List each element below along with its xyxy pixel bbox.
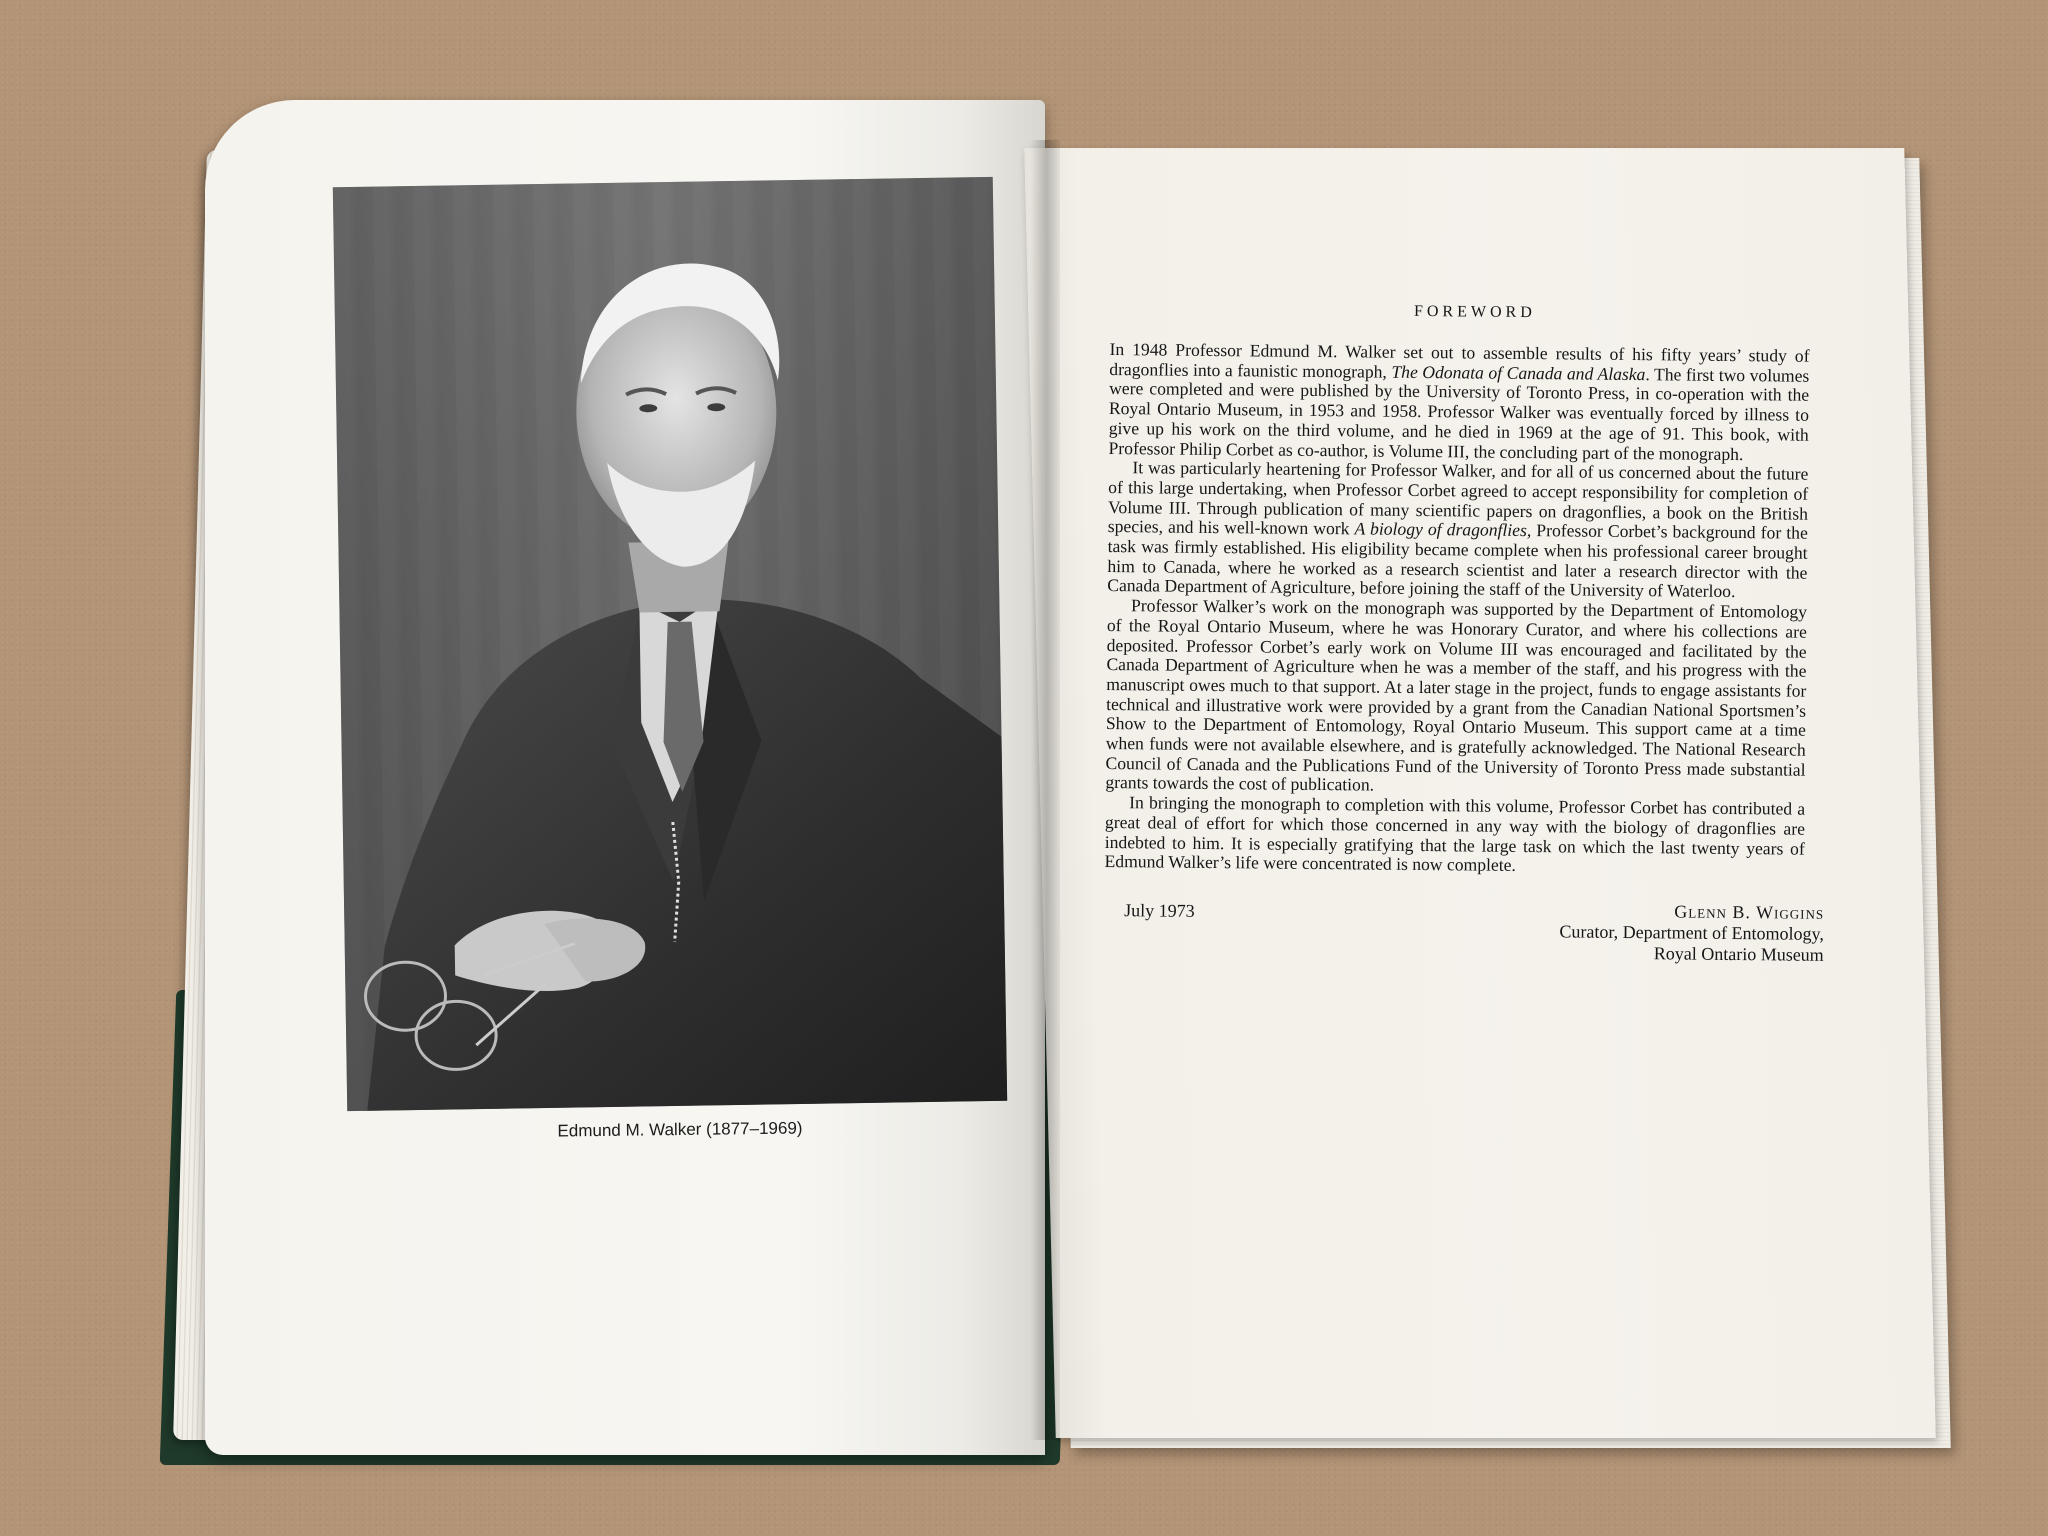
signatory-title: Curator, Department of Entomology, <box>1559 921 1825 944</box>
book-gutter <box>1030 140 1060 1440</box>
photo-caption: Edmund M. Walker (1877–1969) <box>557 1118 803 1141</box>
signature-block <box>1104 896 1825 973</box>
foreword-paragraph: It was particularly heartening for Professor Walker, and for all of us concerned about the future of this large undertaking, when Professor Corbet agreed to accept responsibility for completion of Volume III. Through publication of many scientific papers on dragonflies, a book on the British species, and his well-known work A biology of dragonflies, Professor Corbet’s background for the task was firmly established. His eligibility became complete when his professional career brought him to Canada, where he worked as a research scientist and later a research director with the Canada Department of Agriculture, before joining the staff of the University of Waterloo. <box>1107 457 1809 602</box>
signatory-institution: Royal Ontario Museum <box>1653 943 1824 965</box>
signature <box>1559 900 1824 966</box>
signatory-name: Glenn B. Wiggins <box>1674 901 1825 923</box>
portrait-illustration <box>333 177 1007 1111</box>
foreword-body <box>1105 340 1810 879</box>
foreword-heading: FOREWORD <box>1413 302 1536 322</box>
foreword-date: July 1973 <box>1124 900 1195 921</box>
foreword-paragraph: In bringing the monograph to completion with this volume, Professor Corbet has contributed a great deal of effort for which those concerned in any way with the biology of dragonflies are indebted to him. It is especially gratifying that the large task on which the last twenty years of Edmund Walker’s life were concentrated is now complete. <box>1104 792 1806 876</box>
portrait-photo <box>333 177 1007 1111</box>
foreword-text-block <box>1104 300 1825 973</box>
foreword-paragraph: Professor Walker’s work on the monograph was supported by the Department of Entomology of the Royal Ontario Museum, where he was Honorary Curator, and where his collections are deposited. Professor Corbet’s early work on Volume III was encouraged and facilitated by the Canada Department of Agriculture when he was a member of the staff, and his progress with the manuscript owes much to that support. At a later stage in the project, funds to engage assistants for technical and illustrative work were provided by a grant from the Canadian National Sportsmen’s Show to the Department of Entomology, Royal Ontario Museum. This support came at a time when funds were not available elsewhere, and is gratefully acknowledged. The National Research Council of Canada and the Publications Fund of the University of Toronto Press made substantial grants towards the cost of publication. <box>1105 595 1808 796</box>
foreword-paragraph: In 1948 Professor Edmund M. Walker set out to assemble results of his fifty years’ study of dragonflies into a faunistic monograph, The Odonata of Canada and Alaska. The first two volumes were completed and were published by the University of Toronto Press, in co-operation with the Royal Ontario Museum, in 1953 and 1958. Professor Walker was eventually forced by illness to give up his work on the third volume, and he died in 1969 at the age of 91. This book, with Professor Philip Corbet as co-author, is Volume III, the concluding part of the monograph. <box>1108 338 1810 464</box>
